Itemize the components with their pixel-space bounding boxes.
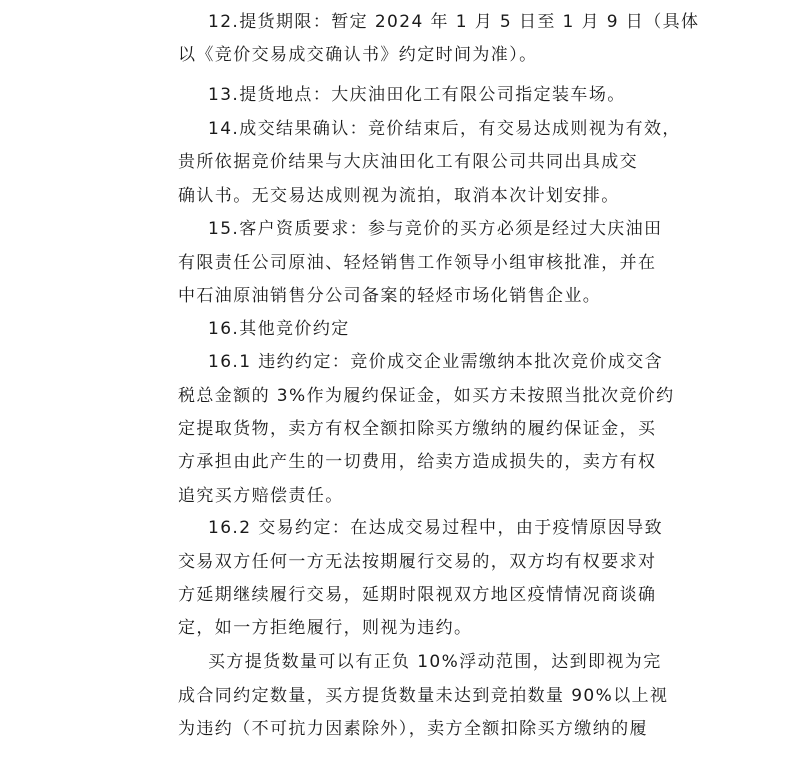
paragraph-12-line-2: 以《竞价交易成交确认书》约定时间为准）。 [178, 45, 538, 65]
paragraph-16-1-line-2: 税总金额的 3%作为履约保证金，如买方未按照当批次竞价约 [178, 386, 675, 406]
paragraph-16-heading: 16.其他竞价约定 [208, 319, 350, 339]
paragraph-14-line-1: 14.成交结果确认：竞价结束后，有交易达成则视为有效， [208, 119, 681, 139]
paragraph-14-line-2: 贵所依据竞价结果与大庆油田化工有限公司共同出具成交 [178, 152, 638, 172]
paragraph-16-1-line-1: 16.1 违约约定：竞价成交企业需缴纳本批次竞价成交含 [208, 352, 664, 372]
paragraph-16-1-line-4: 方承担由此产生的一切费用，给卖方造成损失的，卖方有权 [178, 452, 657, 472]
paragraph-quantity-line-2: 成合同约定数量，买方提货数量未达到竞拍数量 90%以上视 [178, 686, 669, 706]
paragraph-quantity-line-3: 为违约（不可抗力因素除外），卖方全额扣除买方缴纳的履 [178, 719, 648, 739]
paragraph-16-1-line-5: 追究买方赔偿责任。 [178, 486, 344, 506]
paragraph-15-line-1: 15.客户资质要求：参与竞价的买方必须是经过大庆油田 [208, 219, 663, 239]
paragraph-13-line-1: 13.提货地点：大庆油田化工有限公司指定装车场。 [208, 85, 626, 105]
paragraph-15-line-2: 有限责任公司原油、轻烃销售工作领导小组审核批准，并在 [178, 253, 657, 273]
paragraph-quantity-line-1: 买方提货数量可以有正负 10%浮动范围，达到即视为完 [208, 652, 662, 672]
paragraph-16-1-line-3: 定提取货物，卖方有权全额扣除买方缴纳的履约保证金，买 [178, 419, 657, 439]
paragraph-16-2-line-4: 定，如一方拒绝履行，则视为违约。 [178, 618, 473, 638]
paragraph-16-2-line-1: 16.2 交易约定：在达成交易过程中，由于疫情原因导致 [208, 518, 664, 538]
paragraph-16-2-line-3: 方延期继续履行交易，延期时限视双方地区疫情情况商谈确 [178, 585, 657, 605]
paragraph-14-line-3: 确认书。无交易达成则视为流拍，取消本次计划安排。 [178, 186, 620, 206]
paragraph-15-line-3: 中石油原油销售分公司备案的轻烃市场化销售企业。 [178, 286, 602, 306]
paragraph-12-line-1: 12.提货期限：暂定 2024 年 1 月 5 日至 1 月 9 日（具体 [208, 12, 700, 32]
paragraph-16-2-line-2: 交易双方任何一方无法按期履行交易的，双方均有权要求对 [178, 552, 657, 572]
